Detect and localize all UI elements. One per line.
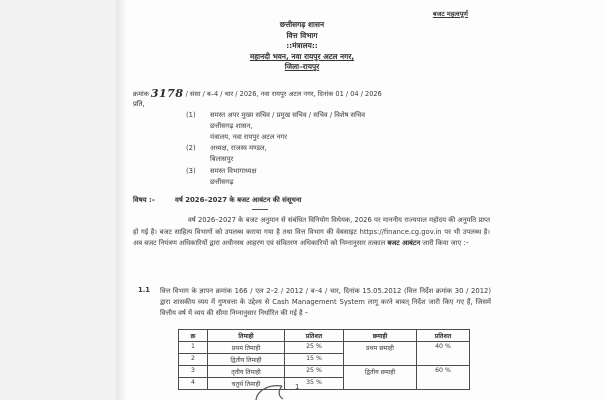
subject-label: विषय :– (133, 196, 156, 204)
salutation: प्रति, (133, 100, 145, 108)
cell-sr: 4 (179, 378, 208, 390)
recipient-2-number: (2) (186, 144, 196, 152)
cell-quarter: द्वितीय तिमाही (208, 354, 285, 366)
budget-allotment-bold: बजट आबंटन (387, 239, 421, 247)
clause-number: 1.1 (138, 286, 151, 294)
header-percent: प्रतिशत (285, 330, 344, 342)
clause-paragraph: वित्त विभाग के ज्ञापन क्रमांक 166 / एल 2–2 / 2012 / ब–4 / चार, दिनांक 15.05.2012 (वित्त निर्देश क्रमांक 30 / 2012) द्वारा शासकीय व्यय में गुणवत्ता के उद्देश्य से Cash Management System लागू करने बाबत् निर्देश जारी किए गए हैं, जिसमें वित्तीय वर्ष में व्यय की सीमा निम्नानुसार निर्धारित की गई है – (160, 287, 491, 317)
subject-text: वर्ष 2026–2027 के बजट आबंटन की संसूचना (175, 196, 302, 204)
subject-underline-mark (252, 209, 268, 210)
ministry-label: ::मंत्रालय:: (286, 41, 318, 51)
district-line: जिला–रायपुर (284, 62, 320, 72)
recipient-line: छत्तीसगढ़ (210, 178, 234, 187)
cell-halfyear-percent: 60 % (417, 366, 470, 390)
body-paragraph-end: जारी किया जाए :– (420, 239, 470, 247)
recipient-3-lines (210, 166, 256, 188)
ref-details: / संसा / ब–4 / चार / 2026, नवा रायपुर अटल नगर, दिनांक 01 / 04 / 2026 (183, 90, 382, 98)
table-row (179, 342, 470, 354)
cell-halfyear-percent: 40 % (417, 342, 470, 366)
table-header-row (179, 330, 470, 342)
header-halfyear-percent: प्रतिशत (417, 330, 470, 342)
recipient-line: समस्त अपर मुख्य सचिव / प्रमुख सचिव / सचिव / विशेष सचिव (210, 111, 366, 119)
recipient-3-number: (3) (186, 167, 196, 175)
body-paragraph (133, 215, 490, 250)
letterhead (128, 20, 476, 73)
recipient-1 (186, 110, 486, 144)
scan-margin (0, 0, 116, 400)
recipient-2-lines (210, 143, 267, 165)
cell-halfyear: द्वितीय छमाही (344, 366, 417, 390)
cell-sr: 3 (179, 366, 208, 378)
header-quarter: तिमाही (208, 330, 285, 342)
cell-quarter: तृतीय तिमाही (208, 366, 285, 378)
address-line: महानदी भवन, नवा रायपुर अटल नगर, (249, 51, 355, 61)
recipient-2 (186, 143, 486, 165)
header-sr: क्र (179, 330, 208, 342)
cell-quarter: चतुर्थ तिमाही (208, 378, 285, 390)
body-paragraph-text: वर्ष 2026–2027 के बजट अनुमान से संबंधित विनियोग विधेयक, 2026 पर माननीय राज्यपाल महोदय की अनुमति प्राप्त हो गई है। बजट साहित्य विभागों को उपलब्ध कराया गया है तथा वित्त विभाग की वेबसाइट https://finance.cg.gov.in पर भी उपलब्ध है। अब बजट नियंत्रण अधिकारियों द्वारा अधीनस्थ आहरण एवं संवितरण अधिकारियों को निम्नानुसार तत्काल (133, 216, 490, 247)
recipient-1-lines (210, 110, 365, 144)
page-number: 1 (295, 383, 300, 391)
recipient-line: अध्यक्ष, राजस्व मण्डल, (210, 144, 267, 152)
signature-mark (252, 384, 300, 400)
subject-line (133, 196, 493, 205)
recipient-1-number: (1) (186, 111, 196, 119)
priority-tag: बजट महत्वपूर्ण (432, 10, 468, 18)
handwritten-ref-number: 3178 (150, 87, 184, 100)
department-name: वित्त विभाग (286, 30, 318, 40)
reference-line (133, 86, 495, 99)
government-name: छत्तीसगढ़ शासन (279, 20, 325, 29)
cell-quarter: प्रथम तिमाही (208, 342, 285, 354)
expenditure-limit-table (178, 329, 470, 390)
cell-sr: 2 (179, 354, 208, 366)
recipient-3 (186, 166, 486, 188)
recipient-line: बिलासपुर (210, 155, 234, 164)
recipient-line: छत्तीसगढ़ शासन, (210, 122, 253, 131)
header-halfyear: छमाही (344, 330, 417, 342)
table-row (179, 366, 470, 378)
page-edge-shadow (116, 0, 126, 400)
cell-halfyear: प्रथम छमाही (344, 342, 417, 366)
cell-percent: 25 % (285, 366, 344, 378)
ref-label: क्रमांक (133, 90, 151, 98)
cell-sr: 1 (179, 342, 208, 354)
recipient-line: समस्त विभागाध्यक्ष (210, 167, 257, 175)
cell-percent: 15 % (285, 354, 344, 366)
cell-percent: 35 % (285, 378, 344, 390)
cell-percent: 25 % (285, 342, 344, 354)
recipient-line: मंत्रालय, नवा रायपुर अटल नगर (210, 133, 287, 142)
